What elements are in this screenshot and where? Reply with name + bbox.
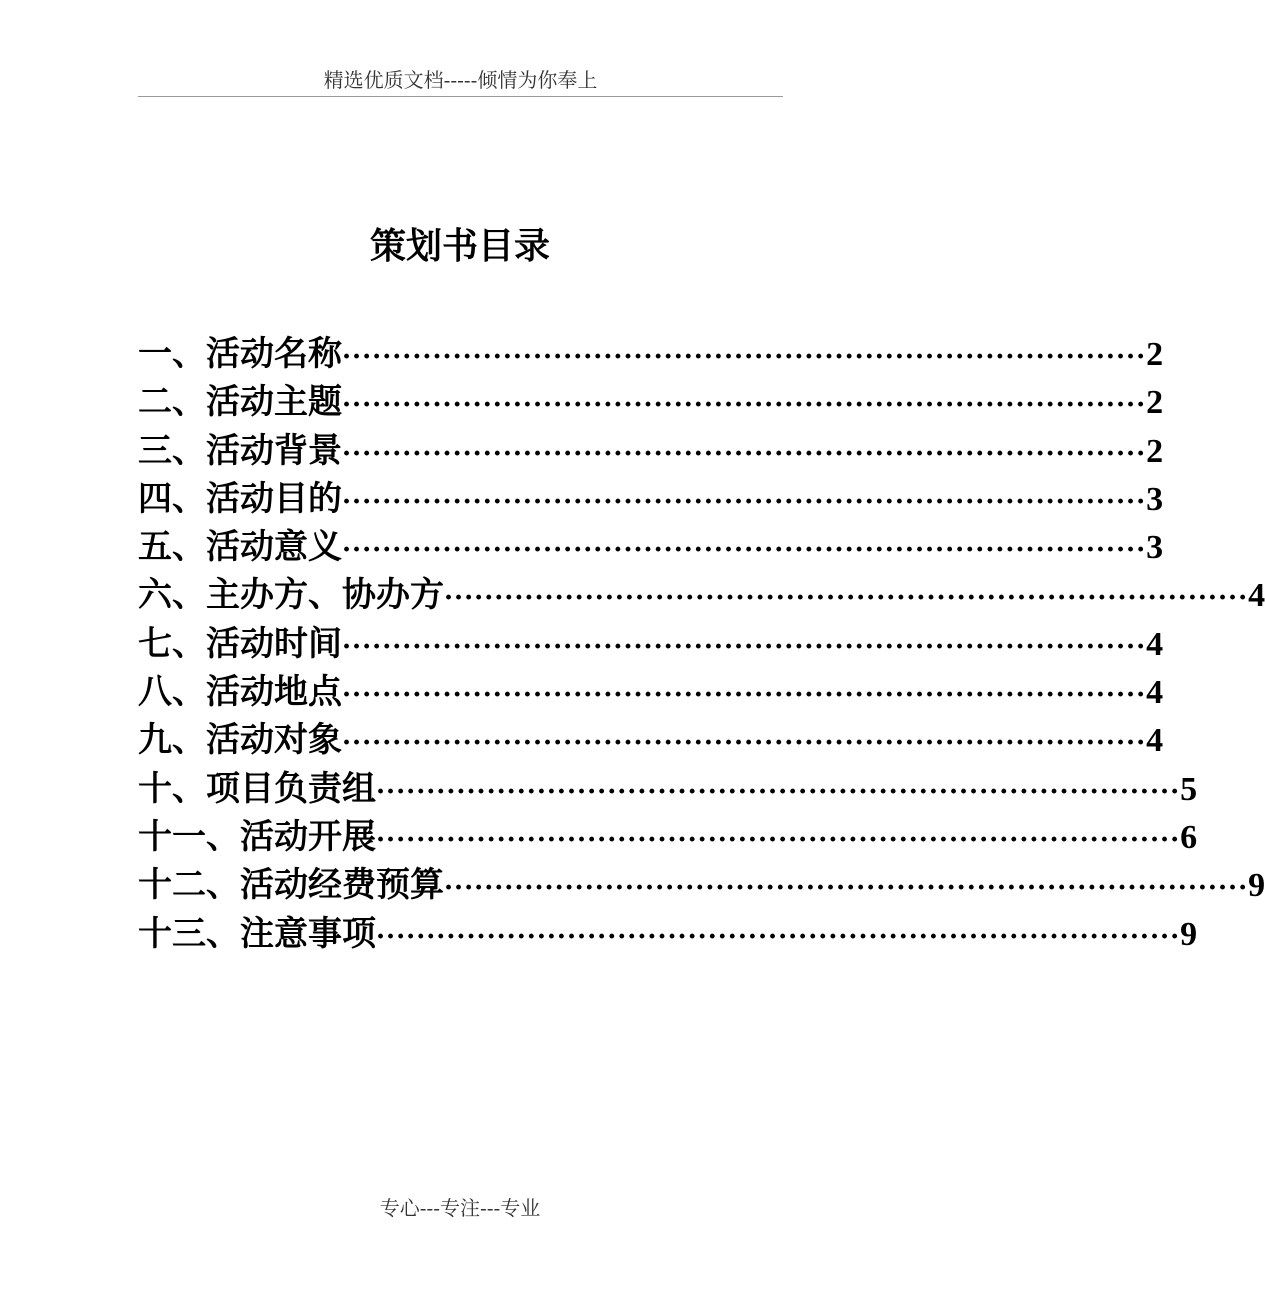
- toc-dot-leader: ················································································: [444, 583, 1249, 614]
- toc-entry-label: 九、活动对象: [138, 720, 342, 761]
- toc-page-number: 3: [1146, 480, 1164, 518]
- toc-page-number: 9: [1180, 915, 1198, 953]
- toc-dot-leader: ················································································: [342, 342, 1147, 372]
- toc-page-number: 2: [1146, 384, 1164, 422]
- toc-entry[interactable]: [138, 427, 1164, 475]
- toc-dot-leader: ················································································: [342, 728, 1147, 759]
- toc-entry[interactable]: [138, 378, 1164, 426]
- toc-dot-leader: ················································································: [342, 438, 1147, 469]
- page-footer: 专心---专注---专业: [379, 1196, 541, 1220]
- toc-entry-label: 二、活动主题: [138, 382, 342, 423]
- toc-dot-leader: ················································································: [342, 631, 1147, 662]
- toc-entry[interactable]: [138, 668, 1164, 716]
- toc-dot-leader: ················································································: [342, 486, 1147, 517]
- toc-dot-leader: ················································································: [342, 535, 1147, 566]
- toc-entry[interactable]: [138, 765, 1198, 813]
- toc-entry[interactable]: [138, 716, 1164, 764]
- toc-entry-label: 十二、活动经费预算: [138, 865, 444, 906]
- toc-entry-label: 十、项目负责组: [138, 768, 376, 809]
- toc-page-number: 9: [1248, 867, 1265, 905]
- toc-entry[interactable]: [138, 910, 1198, 958]
- toc-entry-label: 八、活动地点: [138, 672, 342, 713]
- toc-entry-label: 十一、活动开展: [138, 816, 376, 857]
- toc-entry[interactable]: [138, 330, 1164, 378]
- toc-entry-label: 六、主办方、协办方: [138, 575, 444, 616]
- toc-dot-leader: ················································································: [342, 390, 1147, 421]
- toc-entry[interactable]: [138, 523, 1164, 571]
- table-of-contents: [138, 330, 1265, 958]
- toc-dot-leader: ················································································: [376, 776, 1181, 807]
- toc-entry[interactable]: [138, 571, 1265, 619]
- toc-entry-label: 十三、注意事项: [138, 913, 376, 954]
- toc-entry[interactable]: [138, 813, 1198, 861]
- toc-page-number: 2: [1146, 432, 1164, 470]
- toc-page-number: 4: [1146, 674, 1164, 712]
- toc-page-number: 4: [1146, 722, 1164, 760]
- toc-dot-leader: ················································································: [376, 921, 1181, 952]
- toc-page-number: 4: [1146, 625, 1164, 663]
- toc-entry-label: 三、活动背景: [138, 430, 342, 471]
- toc-entry-label: 一、活动名称: [138, 334, 342, 374]
- toc-entry-label: 五、活动意义: [138, 527, 342, 568]
- toc-dot-leader: ················································································: [342, 680, 1147, 711]
- header-divider: [138, 96, 783, 97]
- toc-page-number: 6: [1180, 818, 1198, 856]
- toc-dot-leader: ················································································: [444, 873, 1249, 904]
- page-header: 精选优质文档-----倾情为你奉上: [323, 68, 598, 92]
- toc-page-number: 5: [1180, 770, 1198, 808]
- toc-entry[interactable]: [138, 475, 1164, 523]
- toc-page-number: 2: [1146, 336, 1164, 373]
- toc-entry-label: 七、活动时间: [138, 623, 342, 664]
- toc-page-number: 3: [1146, 529, 1164, 567]
- document-title: 策划书目录: [369, 225, 550, 267]
- toc-page-number: 4: [1248, 577, 1265, 615]
- toc-entry[interactable]: [138, 861, 1265, 909]
- toc-entry-label: 四、活动目的: [138, 478, 342, 519]
- toc-dot-leader: ················································································: [376, 824, 1181, 855]
- toc-entry[interactable]: [138, 620, 1164, 668]
